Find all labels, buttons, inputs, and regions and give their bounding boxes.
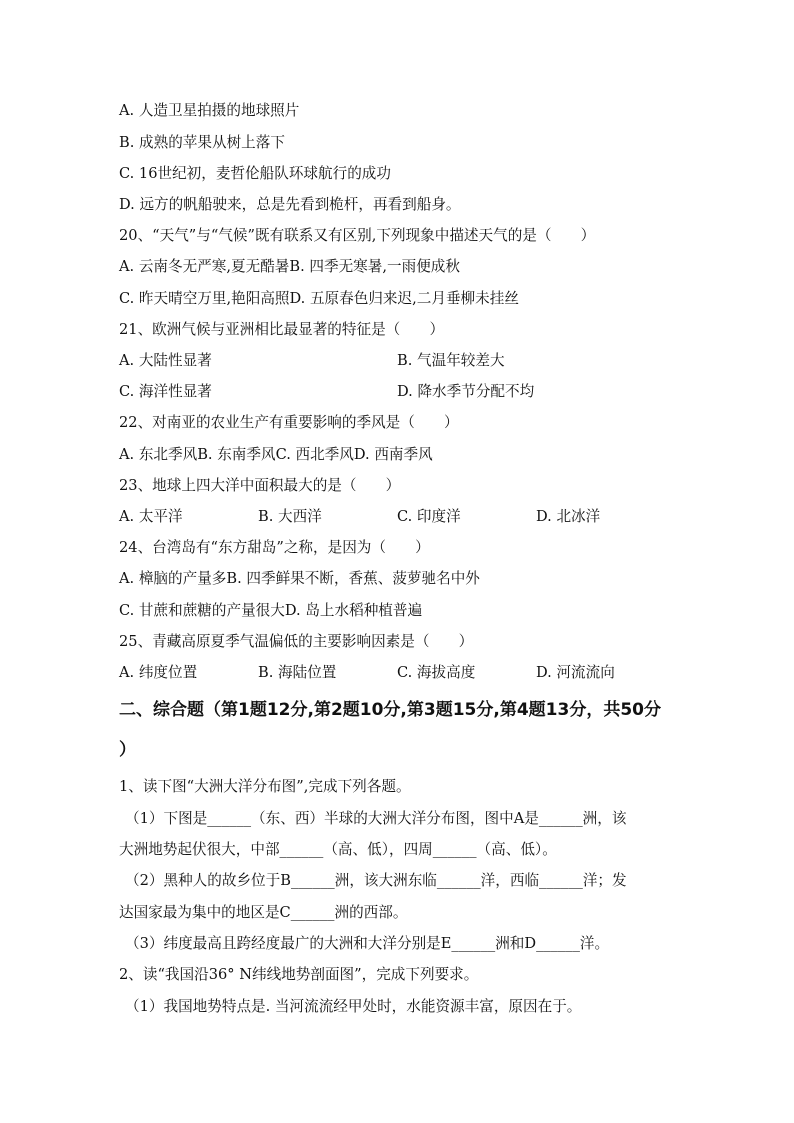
q21-option-d: D. 降水季节分配不均 xyxy=(397,383,535,400)
c2-part1-line1: （1）我国地势特点是. 当河流流经甲处时，水能资源丰富，原因在于。 xyxy=(125,998,582,1015)
q23-option-d: D. 北冰洋 xyxy=(536,508,601,525)
section2-title-line2: ） xyxy=(119,740,136,760)
q20-options-line2: C. 昨天晴空万里,艳阳高照D. 五原春色归来迟,二月垂柳未挂丝 xyxy=(119,290,519,307)
q25-option-c: C. 海拔高度 xyxy=(397,664,476,681)
q19-option-b: B. 成熟的苹果从树上落下 xyxy=(119,134,285,151)
c1-stem: 1、读下图“大洲大洋分布图”,完成下列各题。 xyxy=(119,778,411,795)
q24-options-line2: C. 甘蔗和蔗糖的产量很大D. 岛上水稻种植普遍 xyxy=(119,602,423,619)
section2-title-line1: 二、综合题（第1题12分,第2题10分,第3题15分,第4题13分，共50分 xyxy=(119,700,661,720)
q24-options-line1: A. 樟脑的产量多B. 四季鲜果不断，香蕉、菠萝驰名中外 xyxy=(119,570,480,587)
c1-part2-line2: 达国家最为集中的地区是C______洲的西部。 xyxy=(119,904,408,921)
q23-stem: 23、地球上四大洋中面积最大的是（ ） xyxy=(119,477,401,494)
q20-stem: 20、“天气”与“气候”既有联系又有区别,下列现象中描述天气的是（ ） xyxy=(119,227,596,244)
q25-option-b: B. 海陆位置 xyxy=(258,664,337,681)
q23-option-b: B. 大西洋 xyxy=(258,508,322,525)
q21-option-c: C. 海洋性显著 xyxy=(119,383,212,400)
q23-option-a: A. 太平洋 xyxy=(119,508,183,525)
q21-option-a: A. 大陆性显著 xyxy=(119,352,212,369)
c1-part1-line2: 大洲地势起伏很大，中部______（高、低），四周______（高、低）。 xyxy=(119,841,557,858)
c2-stem: 2、读“我国沿36° N纬线地势剖面图”，完成下列要求。 xyxy=(119,966,479,983)
q23-option-c: C. 印度洋 xyxy=(397,508,461,525)
q19-option-a: A. 人造卫星拍摄的地球照片 xyxy=(119,102,300,119)
q22-options-line1: A. 东北季风B. 东南季风C. 西北季风D. 西南季风 xyxy=(119,446,433,463)
q22-stem: 22、对南亚的农业生产有重要影响的季风是（ ） xyxy=(119,414,459,431)
c1-part2-line1: （2）黑种人的故乡位于B______洲，该大洲东临______洋，西临______洋；发 xyxy=(125,872,627,889)
q21-stem: 21、欧洲气候与亚洲相比最显著的特征是（ ） xyxy=(119,321,445,338)
q25-option-a: A. 纬度位置 xyxy=(119,664,198,681)
q21-option-b: B. 气温年较差大 xyxy=(397,352,505,369)
c1-part3-line1: （3）纬度最高且跨经度最广的大洲和大洋分别是E______洲和D______洋。 xyxy=(125,935,610,952)
q25-stem: 25、青藏高原夏季气温偏低的主要影响因素是（ ） xyxy=(119,633,474,650)
q24-stem: 24、台湾岛有“东方甜岛”之称，是因为（ ） xyxy=(119,539,430,556)
q19-option-d: D. 远方的帆船驶来，总是先看到桅杆，再看到船身。 xyxy=(119,196,461,213)
q19-option-c: C. 16世纪初，麦哲伦船队环球航行的成功 xyxy=(119,165,391,182)
q20-options-line1: A. 云南冬无严寒,夏无酷暑B. 四季无寒暑,一雨便成秋 xyxy=(119,258,460,275)
q25-option-d: D. 河流流向 xyxy=(536,664,615,681)
c1-part1-line1: （1）下图是______（东、西）半球的大洲大洋分布图，图中A是______洲，该 xyxy=(125,810,627,827)
